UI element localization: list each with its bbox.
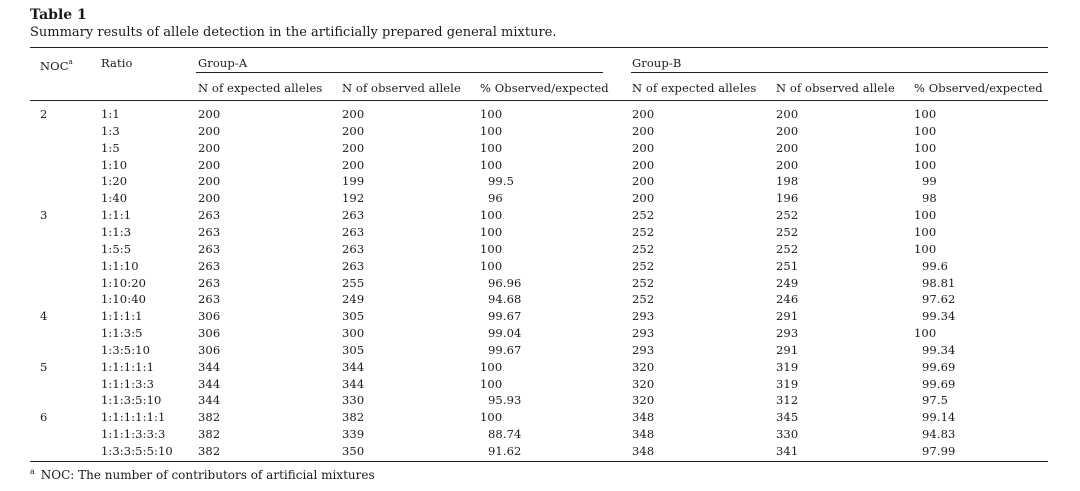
header-b-percent: % Observed/expected xyxy=(914,81,1043,95)
cell-a-obs: 192 xyxy=(342,191,365,206)
table-title: Table 1 xyxy=(30,7,87,23)
cell-b-pct: 99.14 xyxy=(922,410,956,425)
cell-ratio: 1:3 xyxy=(101,123,120,138)
cell-b-obs: 198 xyxy=(776,174,799,189)
cell-b-pct: 98.81 xyxy=(922,275,956,290)
cell-b-exp: 252 xyxy=(632,275,655,290)
header-b-expected: N of expected alleles xyxy=(632,81,757,95)
cell-b-pct: 99.6 xyxy=(922,258,949,273)
cell-b-pct: 97.5 xyxy=(922,393,949,408)
cell-a-pct: 100 xyxy=(480,208,503,223)
cell-ratio: 1:10:40 xyxy=(101,292,147,307)
cell-a-obs: 263 xyxy=(342,258,365,273)
cell-a-exp: 382 xyxy=(198,427,221,442)
cell-b-exp: 200 xyxy=(632,107,655,121)
cell-a-exp: 200 xyxy=(198,157,221,172)
cell-noc: 6 xyxy=(40,410,48,425)
cell-b-pct: 99.34 xyxy=(922,342,956,357)
cell-a-exp: 344 xyxy=(198,376,221,391)
header-bottom-rule xyxy=(30,100,1048,101)
cell-b-obs: 330 xyxy=(776,427,799,442)
cell-b-obs: 200 xyxy=(776,157,799,172)
cell-b-obs: 345 xyxy=(776,410,799,425)
cell-b-exp: 252 xyxy=(632,208,655,223)
cell-ratio: 1:1:3:5 xyxy=(101,326,143,341)
cell-a-obs: 339 xyxy=(342,427,365,442)
cell-a-exp: 200 xyxy=(198,140,221,155)
cell-ratio: 1:1:1:1:1:1 xyxy=(101,410,166,425)
cell-ratio: 1:3:3:5:5:10 xyxy=(101,444,173,458)
cell-b-exp: 252 xyxy=(632,292,655,307)
cell-a-pct: 100 xyxy=(480,107,503,121)
cell-a-obs: 249 xyxy=(342,292,365,307)
cell-b-pct: 100 xyxy=(914,241,937,256)
cell-a-obs: 350 xyxy=(342,444,365,458)
cell-a-pct: 100 xyxy=(480,140,503,155)
cell-b-exp: 200 xyxy=(632,174,655,189)
cell-a-exp: 306 xyxy=(198,309,221,324)
cell-b-exp: 320 xyxy=(632,393,655,408)
cell-b-obs: 252 xyxy=(776,224,799,239)
cell-b-exp: 293 xyxy=(632,309,655,324)
cell-a-pct: 100 xyxy=(480,241,503,256)
cell-b-exp: 348 xyxy=(632,410,655,425)
cell-a-pct: 100 xyxy=(480,157,503,172)
cell-b-pct: 94.83 xyxy=(922,427,956,442)
cell-a-exp: 263 xyxy=(198,224,221,239)
cell-b-exp: 200 xyxy=(632,191,655,206)
cell-b-pct: 100 xyxy=(914,326,937,341)
cell-b-obs: 319 xyxy=(776,376,799,391)
cell-b-obs: 196 xyxy=(776,191,799,206)
cell-ratio: 1:40 xyxy=(101,191,128,206)
cell-a-exp: 382 xyxy=(198,410,221,425)
cell-a-pct: 100 xyxy=(480,258,503,273)
cell-ratio: 1:1:3:5:10 xyxy=(101,393,162,408)
cell-a-pct: 91.62 xyxy=(488,444,522,458)
cell-b-exp: 252 xyxy=(632,258,655,273)
cell-a-pct: 95.93 xyxy=(488,393,522,408)
cell-b-exp: 293 xyxy=(632,326,655,341)
cell-a-exp: 263 xyxy=(198,292,221,307)
cell-a-exp: 200 xyxy=(198,123,221,138)
cell-b-pct: 99.34 xyxy=(922,309,956,324)
cell-ratio: 1:5:5 xyxy=(101,241,132,256)
table-caption xyxy=(30,6,557,42)
cell-b-pct: 100 xyxy=(914,208,937,223)
cell-ratio: 1:1:1 xyxy=(101,208,132,223)
cell-b-pct: 100 xyxy=(914,123,937,138)
cell-a-exp: 263 xyxy=(198,275,221,290)
cell-b-pct: 97.99 xyxy=(922,444,956,458)
cell-a-pct: 100 xyxy=(480,123,503,138)
cell-b-pct: 100 xyxy=(914,157,937,172)
cell-b-obs: 341 xyxy=(776,444,799,458)
cell-noc: 2 xyxy=(40,107,48,121)
group-b-rule xyxy=(631,72,1048,73)
cell-b-obs: 200 xyxy=(776,123,799,138)
cell-b-pct: 99 xyxy=(922,174,937,189)
top-rule xyxy=(30,47,1048,48)
cell-b-pct: 99.69 xyxy=(922,359,956,374)
cell-b-obs: 200 xyxy=(776,140,799,155)
footnote-text: NOC: The number of contributors of artificial mixtures xyxy=(40,468,375,482)
cell-a-obs: 305 xyxy=(342,342,365,357)
cell-a-exp: 306 xyxy=(198,342,221,357)
cell-ratio: 1:1 xyxy=(101,107,120,121)
cell-b-obs: 293 xyxy=(776,326,799,341)
cell-a-pct: 99.04 xyxy=(488,326,522,341)
cell-ratio: 1:3:5:10 xyxy=(101,342,151,357)
cell-a-obs: 305 xyxy=(342,309,365,324)
cell-ratio: 1:1:1:3:3:3 xyxy=(101,427,166,442)
bottom-rule xyxy=(30,461,1048,462)
cell-b-obs: 251 xyxy=(776,258,799,273)
cell-a-exp: 263 xyxy=(198,208,221,223)
cell-a-pct: 88.74 xyxy=(488,427,522,442)
cell-a-exp: 344 xyxy=(198,393,221,408)
cell-noc: 3 xyxy=(40,208,48,223)
cell-b-obs: 252 xyxy=(776,208,799,223)
cell-b-obs: 246 xyxy=(776,292,799,307)
cell-a-obs: 255 xyxy=(342,275,365,290)
header-a-percent: % Observed/expected xyxy=(480,81,609,95)
cell-b-exp: 200 xyxy=(632,123,655,138)
cell-a-pct: 100 xyxy=(480,376,503,391)
cell-b-obs: 319 xyxy=(776,359,799,374)
cell-b-pct: 100 xyxy=(914,107,937,121)
cell-a-exp: 382 xyxy=(198,444,221,458)
cell-a-obs: 344 xyxy=(342,359,365,374)
table-subtitle: Summary results of allele detection in the artificially prepared general mixture. xyxy=(30,25,557,40)
cell-a-exp: 200 xyxy=(198,191,221,206)
header-a-expected: N of expected alleles xyxy=(198,81,323,95)
footnote-marker: a xyxy=(30,467,35,476)
cell-a-obs: 200 xyxy=(342,140,365,155)
cell-a-obs: 263 xyxy=(342,241,365,256)
cell-ratio: 1:20 xyxy=(101,174,128,189)
cell-a-exp: 306 xyxy=(198,326,221,341)
group-a-rule xyxy=(196,72,603,73)
cell-a-obs: 300 xyxy=(342,326,365,341)
cell-b-pct: 100 xyxy=(914,140,937,155)
header-ratio: Ratio xyxy=(101,56,133,70)
cell-b-exp: 252 xyxy=(632,241,655,256)
table-footnote xyxy=(30,467,375,482)
cell-b-obs: 291 xyxy=(776,309,799,324)
cell-b-exp: 200 xyxy=(632,140,655,155)
header-noc: NOC$^a$ xyxy=(40,58,73,73)
cell-ratio: 1:1:3 xyxy=(101,224,132,239)
cell-b-exp: 320 xyxy=(632,376,655,391)
cell-b-exp: 348 xyxy=(632,444,655,458)
cell-b-pct: 99.69 xyxy=(922,376,956,391)
cell-a-exp: 344 xyxy=(198,359,221,374)
cell-a-exp: 263 xyxy=(198,258,221,273)
cell-b-exp: 320 xyxy=(632,359,655,374)
cell-b-obs: 252 xyxy=(776,241,799,256)
cell-noc: 4 xyxy=(40,309,48,324)
cell-a-pct: 96.96 xyxy=(488,275,522,290)
cell-a-exp: 200 xyxy=(198,107,221,121)
cell-a-pct: 100 xyxy=(480,410,503,425)
cell-a-obs: 199 xyxy=(342,174,365,189)
header-b-observed: N of observed allele xyxy=(776,81,895,95)
cell-b-pct: 97.62 xyxy=(922,292,956,307)
cell-a-exp: 200 xyxy=(198,174,221,189)
cell-a-pct: 100 xyxy=(480,359,503,374)
cell-ratio: 1:1:1:3:3 xyxy=(101,376,154,391)
cell-a-pct: 94.68 xyxy=(488,292,522,307)
cell-a-obs: 200 xyxy=(342,123,365,138)
cell-a-pct: 99.67 xyxy=(488,309,522,324)
cell-a-pct: 96 xyxy=(488,191,503,206)
cell-a-obs: 263 xyxy=(342,208,365,223)
cell-b-obs: 312 xyxy=(776,393,799,408)
cell-b-pct: 98 xyxy=(922,191,937,206)
cell-ratio: 1:1:1:1:1 xyxy=(101,359,154,374)
cell-b-exp: 348 xyxy=(632,427,655,442)
cell-a-obs: 200 xyxy=(342,107,365,121)
header-a-observed: N of observed allele xyxy=(342,81,461,95)
cell-b-obs: 291 xyxy=(776,342,799,357)
cell-a-pct: 99.67 xyxy=(488,342,522,357)
cell-ratio: 1:10:20 xyxy=(101,275,147,290)
cell-b-exp: 293 xyxy=(632,342,655,357)
cell-noc: 5 xyxy=(40,359,48,374)
cell-a-obs: 200 xyxy=(342,157,365,172)
cell-ratio: 1:1:1:1 xyxy=(101,309,143,324)
cell-b-obs: 200 xyxy=(776,107,799,121)
cell-a-exp: 263 xyxy=(198,241,221,256)
cell-a-pct: 100 xyxy=(480,224,503,239)
cell-b-exp: 200 xyxy=(632,157,655,172)
cell-a-obs: 330 xyxy=(342,393,365,408)
cell-a-obs: 263 xyxy=(342,224,365,239)
cell-b-exp: 252 xyxy=(632,224,655,239)
cell-a-obs: 344 xyxy=(342,376,365,391)
cell-a-obs: 382 xyxy=(342,410,365,425)
cell-b-pct: 100 xyxy=(914,224,937,239)
header-group-a: Group-A xyxy=(198,56,248,70)
cell-ratio: 1:5 xyxy=(101,140,120,155)
header-group-b: Group-B xyxy=(632,56,682,70)
cell-b-obs: 249 xyxy=(776,275,799,290)
cell-a-pct: 99.5 xyxy=(488,174,515,189)
cell-ratio: 1:1:10 xyxy=(101,258,139,273)
cell-ratio: 1:10 xyxy=(101,157,128,172)
